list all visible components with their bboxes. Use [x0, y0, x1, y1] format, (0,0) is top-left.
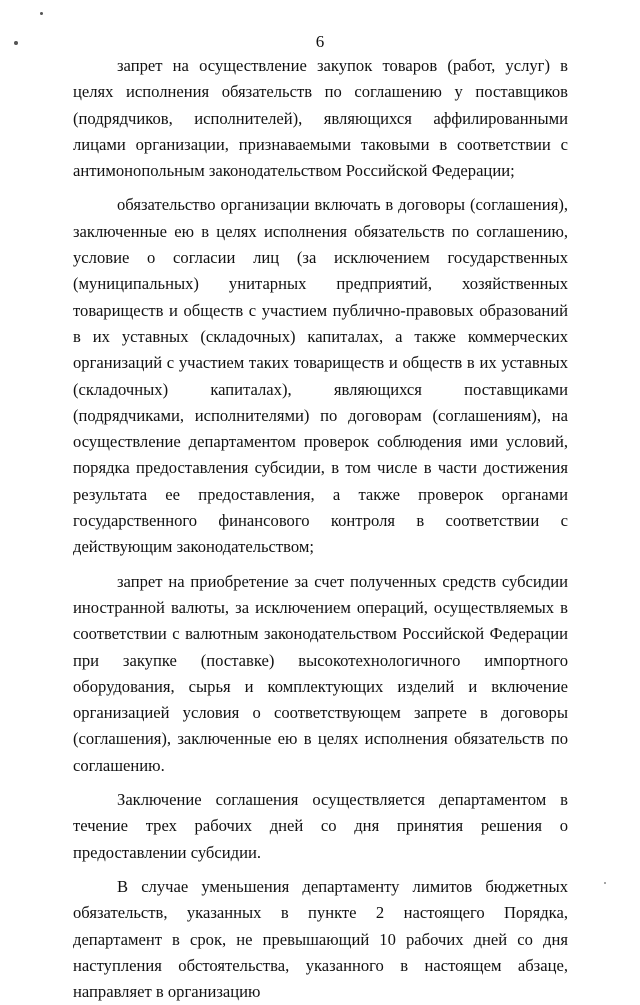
scan-speck: [604, 882, 606, 884]
scan-speck: [40, 12, 43, 15]
paragraph-agreement-term: Заключение соглашения осуществляется департаментом в течение трех рабочих дней со дня принятия решения о предоставлении субсидии.: [73, 790, 568, 862]
paragraph-limits-reduction: В случае уменьшения департаменту лимитов бюджетных обязательств, указанных в пункте 2 настоящего Порядка, департамент в срок, не превышающий 10 рабочих дней со дня наступления обстоятельства, указанного в настоящем абзаце, направляет в организацию: [73, 876, 568, 1002]
document-body: [73, 53, 568, 1005]
paragraph-contract-obligation: обязательство организации включать в договоры (соглашения), заключенные ею в целях исполнения обязательств по соглашению, условие о согласии лиц (за исключением государственных (муниципальных) унитарных предприятий, хозяйственных товариществ и обществ с участием публично-правовых образований в их уставных (складочных) капиталах, а также коммерческих организаций с участием таких товариществ и обществ в их уставных (складочных) капиталах), являющихся поставщиками (подрядчиками, исполнителями) по договорам (соглашениям), на осуществление департаментом проверок соблюдения ими условий, порядка предоставления субсидии, в том числе в части достижения результата ее предоставления, а также проверок органами государственного финансового контроля в соответствии с действующим законодательством;: [73, 195, 568, 557]
paragraph-procurement-ban: запрет на осуществление закупок товаров (работ, услуг) в целях исполнения обязательств по соглашению у поставщиков (подрядчиков, исполнителей), являющихся аффилированными лицами организации, признаваемыми таковыми в соответствии с антимонопольным законодательством Российской Федерации;: [73, 56, 568, 181]
paragraph-currency-ban: запрет на приобретение за счет полученных средств субсидии иностранной валюты, за исключением операций, осуществляемых в соответствии с валютным законодательством Российской Федерации при закупке (поставке) высокотехнологичного импортного оборудования, сырья и комплектующих изделий и включение организацией условия о соответствующем запрете в договоры (соглашения), заключенные ею в целях исполнения обязательств по соглашению.: [73, 571, 568, 775]
page-number: 6: [315, 32, 325, 51]
